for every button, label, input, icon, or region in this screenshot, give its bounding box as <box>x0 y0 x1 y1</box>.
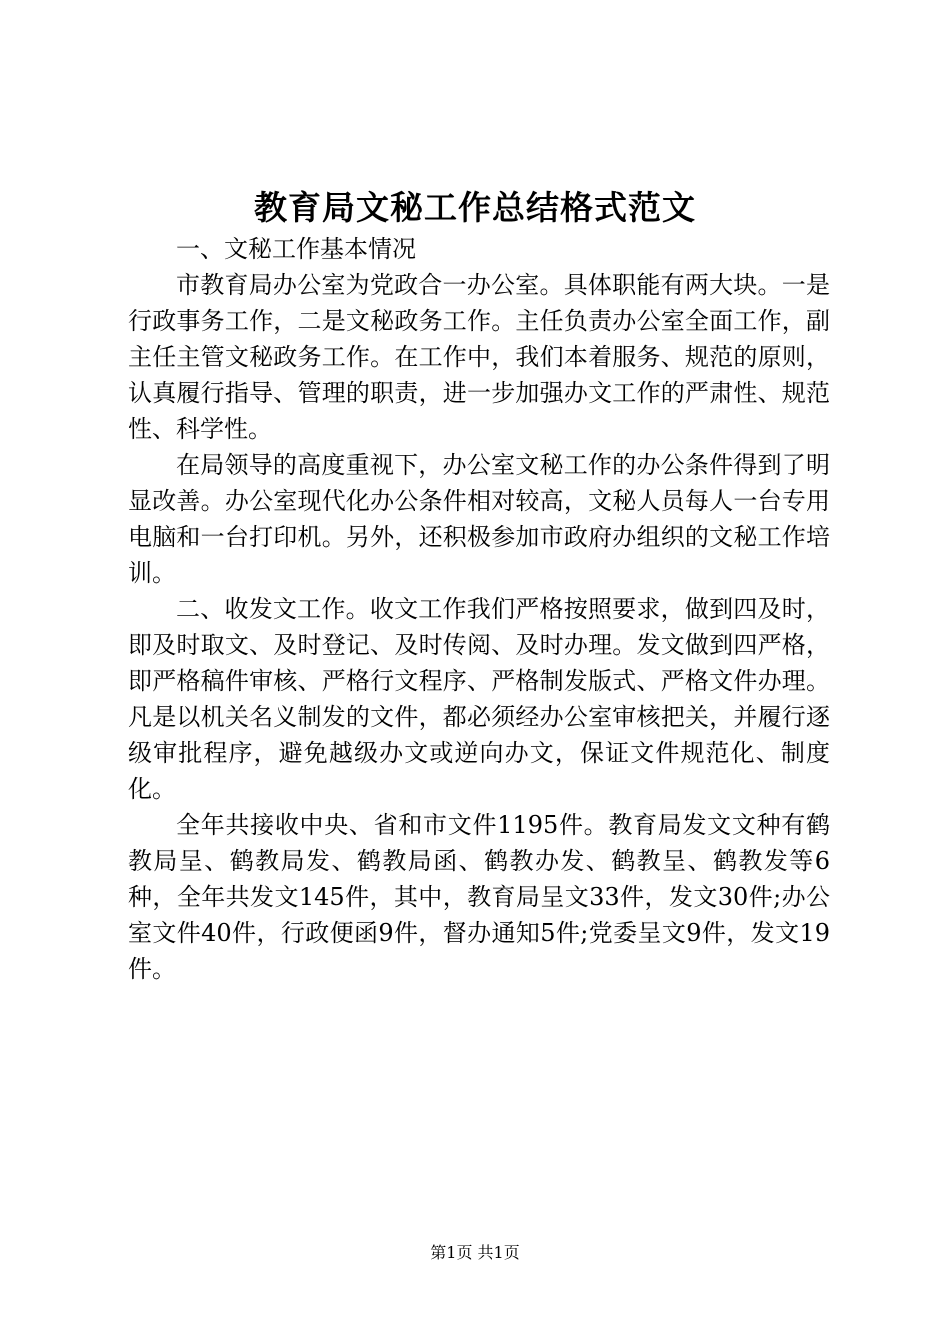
page-footer: 第1页 共1页 <box>430 1243 520 1262</box>
paragraph: 二、收发文工作。收文工作我们严格按照要求，做到四及时，即及时取文、及时登记、及时传阅、及时办理。发文做到四严格，即严格稿件审核、严格行文程序、严格制发版式、严格文件办理。凡是以机关名义制发的文件，都必须经办公室审核把关，并履行逐级审批程序，避免越级办文或逆向办文，保证文件规范化、制度化。 <box>128 595 830 803</box>
paragraph: 全年共接收中央、省和市文件1195件。教育局发文文种有鹤教局呈、鹤教局发、鹤教局函、鹤教办发、鹤教呈、鹤教发等6种，全年共发文145件，其中，教育局呈文33件，发文30件;办公室文件40件，行政便函9件，督办通知5件;党委呈文9件，发文19件。 <box>128 811 830 983</box>
paragraph: 在局领导的高度重视下，办公室文秘工作的办公条件得到了明显改善。办公室现代化办公条件相对较高，文秘人员每人一台专用电脑和一台打印机。另外，还积极参加市政府办组织的文秘工作培训。 <box>128 451 830 587</box>
section-heading-1: 一、文秘工作基本情况 <box>176 235 416 263</box>
paragraph: 市教育局办公室为党政合一办公室。具体职能有两大块。一是行政事务工作，二是文秘政务工作。主任负责办公室全面工作，副主任主管文秘政务工作。在工作中，我们本着服务、规范的原则，认真履行指导、管理的职责，进一步加强办文工作的严肃性、规范性、科学性。 <box>128 271 830 443</box>
document-title: 教育局文秘工作总结格式范文 <box>254 188 696 227</box>
document-body <box>128 231 830 987</box>
